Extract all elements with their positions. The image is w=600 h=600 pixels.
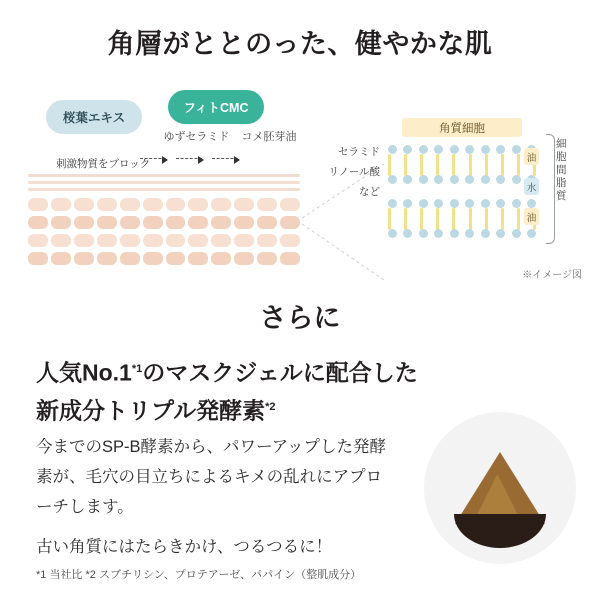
lipid-head-icon	[465, 229, 474, 238]
lipid-head-icon	[496, 175, 505, 184]
lipid-head-icon	[403, 175, 412, 184]
fermented-paste-highlight	[475, 474, 519, 518]
lead-copy	[36, 352, 506, 427]
lipid-head-icon	[388, 199, 397, 208]
lipid-tail-icon	[501, 208, 504, 230]
lipid-tail-icon	[469, 208, 472, 230]
lipid-head-icon	[496, 145, 505, 154]
lipid-tail-icon	[485, 154, 488, 176]
lipid-tail-row	[388, 208, 536, 230]
bowl-shape	[454, 514, 546, 548]
block-arrows	[140, 152, 260, 170]
lipid-tail-icon	[501, 154, 504, 176]
lead-line1-a: 人気No.1	[36, 359, 132, 386]
lipid-tail-icon	[420, 154, 423, 176]
skin-cell	[257, 216, 277, 229]
lipid-tail-icon	[420, 208, 423, 230]
lipid-tail-icon	[517, 208, 520, 230]
lipid-head-icon	[496, 199, 505, 208]
skin-cell	[211, 252, 231, 265]
sub-ingredient-0: ゆずセラミド	[163, 131, 230, 143]
lipid-head-icon	[419, 145, 428, 154]
lipid-head-icon	[434, 229, 443, 238]
lipid-head-icon	[512, 175, 521, 184]
skin-cell	[166, 198, 186, 211]
skin-cell	[211, 234, 231, 247]
lipid-head-icon	[512, 145, 521, 154]
skin-cell	[143, 216, 163, 229]
lipid-head-icon	[419, 199, 428, 208]
dash-arrow-icon	[176, 158, 202, 160]
skin-cell	[51, 216, 71, 229]
tag-oil: 油	[524, 148, 539, 165]
skin-cell	[28, 216, 48, 229]
lead-line2-sup: *2	[265, 400, 276, 413]
lipid-head-row	[388, 174, 536, 184]
skin-cell-row	[28, 216, 300, 229]
sub-ingredient-1: コメ胚芽油	[241, 131, 297, 143]
lipid-head-icon	[434, 199, 443, 208]
dash-arrow-icon	[212, 158, 238, 160]
block-label: 刺激物質をブロック	[56, 158, 151, 170]
magnified-left-labels	[318, 142, 380, 202]
ingredient-pill-phyto-cmc: フィトCMC	[168, 90, 264, 124]
lipid-tail-icon	[436, 208, 439, 230]
lipid-head-icon	[465, 175, 474, 184]
lipid-head-icon	[419, 175, 428, 184]
skin-cell	[211, 216, 231, 229]
lipid-head-icon	[450, 229, 459, 238]
skin-cell	[188, 252, 208, 265]
lipid-head-icon	[388, 145, 397, 154]
lipid-head-icon	[465, 199, 474, 208]
skin-cell	[97, 234, 117, 247]
skin-layers	[28, 174, 300, 266]
lipid-tail-icon	[452, 208, 455, 230]
lipid-head-icon	[481, 145, 490, 154]
skin-cell	[257, 234, 277, 247]
skin-cell	[28, 198, 48, 211]
skin-cell	[74, 216, 94, 229]
lipid-head-row	[388, 228, 536, 238]
lipid-layer-tags	[524, 134, 542, 242]
lipid-head-icon	[434, 175, 443, 184]
skin-cell	[234, 252, 254, 265]
skin-cell	[120, 198, 140, 211]
body-paragraph-1: 今までのSP-B酵素から、パワーアップした発酵素が、毛穴の目立ちによるキメの乱れにアプローチします。	[36, 438, 387, 516]
lipid-head-icon	[419, 229, 428, 238]
skin-cell	[97, 198, 117, 211]
lipid-head-icon	[388, 229, 397, 238]
skin-line	[28, 181, 300, 184]
lipid-head-icon	[403, 229, 412, 238]
lipid-tail-icon	[517, 154, 520, 176]
skin-cell	[143, 234, 163, 247]
lipid-head-icon	[465, 145, 474, 154]
skin-cell	[51, 198, 71, 211]
lipid-tail-icon	[436, 154, 439, 176]
skin-cell	[120, 252, 140, 265]
skin-cell	[257, 252, 277, 265]
skin-cell	[166, 252, 186, 265]
lipid-tail-icon	[404, 208, 407, 230]
lipid-head-icon	[481, 199, 490, 208]
skin-cell	[97, 216, 117, 229]
skin-cell-row	[28, 252, 300, 265]
body-copy	[36, 432, 396, 562]
skin-cell	[51, 252, 71, 265]
skin-structure-diagram	[0, 78, 600, 288]
skin-cell-row	[28, 234, 300, 247]
skin-cell	[188, 216, 208, 229]
skin-cell	[234, 198, 254, 211]
dash-arrow-icon	[140, 158, 166, 160]
magnified-title: 角質細胞	[402, 118, 522, 137]
lipid-head-icon	[496, 229, 505, 238]
skin-cell	[188, 234, 208, 247]
lipid-head-icon	[434, 145, 443, 154]
lipid-head-icon	[481, 229, 490, 238]
lipid-tail-icon	[469, 154, 472, 176]
lipid-tail-icon	[388, 154, 391, 176]
footnote: *1 当社比 *2 スブチリシン、プロテアーゼ、パパイン（整肌成分）	[36, 569, 362, 581]
skin-cell	[120, 234, 140, 247]
image-disclaimer: ※イメージ図	[522, 270, 582, 281]
skin-cell	[166, 216, 186, 229]
skin-cell-row	[28, 198, 300, 211]
skin-cell	[234, 216, 254, 229]
skin-cell	[51, 234, 71, 247]
intercellular-lipid-label: 細胞間脂質	[556, 138, 567, 202]
lipid-tail-icon	[388, 208, 391, 230]
skin-cell	[188, 198, 208, 211]
label-ceramide: セラミド	[338, 146, 380, 158]
lipid-head-icon	[450, 199, 459, 208]
skin-line	[28, 174, 300, 177]
lead-line1-sup: *1	[131, 363, 143, 375]
magnified-cell-diagram	[382, 118, 542, 268]
sub-ingredient-list	[150, 128, 310, 144]
skin-cell	[234, 234, 254, 247]
lipid-tail-icon	[452, 154, 455, 176]
skin-cell	[211, 198, 231, 211]
lipid-head-icon	[512, 199, 521, 208]
label-linoleic: リノール酸など	[328, 166, 380, 198]
page-title: 角層がととのった、健やかな肌	[107, 29, 493, 59]
skin-cell	[166, 234, 186, 247]
skin-cell	[143, 198, 163, 211]
lead-line2-a: 新成分トリプル発酵素	[36, 397, 266, 424]
tag-oil: 油	[524, 208, 539, 225]
lipid-head-icon	[512, 229, 521, 238]
lipid-head-row	[388, 144, 536, 154]
skin-cell	[28, 234, 48, 247]
skin-line	[28, 188, 300, 191]
intercellular-brace	[546, 134, 555, 244]
skin-cell	[74, 198, 94, 211]
section-subheading: さらに	[259, 303, 341, 333]
lipid-head-icon	[481, 175, 490, 184]
lipid-tail-icon	[485, 208, 488, 230]
skin-cell	[74, 252, 94, 265]
skin-cell	[143, 252, 163, 265]
skin-cell	[28, 252, 48, 265]
lipid-tail-icon	[404, 154, 407, 176]
skin-cell	[257, 198, 277, 211]
ingredient-pill-sakura: 桜葉エキス	[46, 100, 142, 134]
skin-cell	[97, 252, 117, 265]
lipid-head-icon	[388, 175, 397, 184]
lead-line1-b: のマスクジェルに配合した	[142, 359, 418, 386]
product-photo	[424, 412, 576, 564]
lipid-head-row	[388, 198, 536, 208]
skin-cell	[120, 216, 140, 229]
lipid-head-icon	[450, 175, 459, 184]
lipid-tail-row	[388, 154, 536, 176]
lipid-head-icon	[403, 199, 412, 208]
body-paragraph-2: 古い角質にはたらきかけ、つるつるに！	[36, 538, 333, 556]
lipid-head-icon	[450, 145, 459, 154]
lipid-head-icon	[403, 145, 412, 154]
skin-cell	[74, 234, 94, 247]
tag-water: 水	[524, 178, 539, 195]
